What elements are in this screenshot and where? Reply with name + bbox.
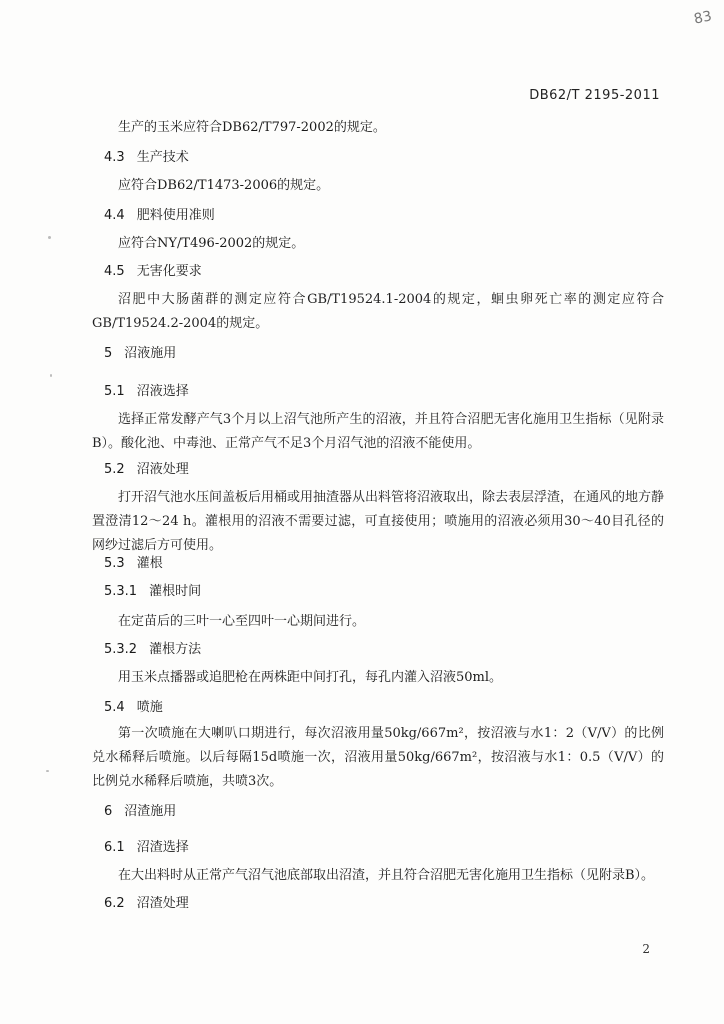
section-title: 肥料使用准则 <box>136 208 215 223</box>
body-line: 用玉米点播器或追肥枪在两株距中间打孔，每孔内灌入沼液50ml。 <box>118 670 503 685</box>
scan-speck <box>46 770 49 772</box>
body-line: 在大出料时从正常产气沼气池底部取出沼渣，并且符合沼肥无害化施用卫生指标（见附录B）。 <box>118 868 655 883</box>
section-number: 5 <box>104 346 113 361</box>
section-number: 5.3 <box>104 556 125 571</box>
section-number: 5.3.2 <box>104 642 138 657</box>
section-number: 4.4 <box>104 208 125 223</box>
page-number: 2 <box>642 942 650 956</box>
section-heading-4-4 <box>104 208 215 224</box>
body-line: 在定苗后的三叶一心至四叶一心期间进行。 <box>118 614 366 629</box>
section-title: 灌根 <box>136 556 163 571</box>
body-line: 应符合NY/T496-2002的规定。 <box>118 236 305 251</box>
paragraph-4-5: 沼肥中大肠菌群的测定应符合GB/T19524.1-2004的规定，蛔虫卵死亡率的测定应符合GB/T19524.2-2004的规定。 <box>92 292 664 331</box>
section-heading-5-2 <box>104 462 189 478</box>
section-number: 6 <box>104 804 113 819</box>
section-title: 沼液处理 <box>136 462 189 477</box>
scan-speck <box>50 374 52 377</box>
body-line: 生产的玉米应符合DB62/T797-2002的规定。 <box>118 120 386 135</box>
section-title: 生产技术 <box>136 150 189 165</box>
section-heading-6-2 <box>104 896 189 912</box>
document-code: DB62/T 2195-2011 <box>529 88 660 103</box>
section-heading-4-3 <box>104 150 189 166</box>
section-title: 无害化要求 <box>136 264 202 279</box>
section-number: 5.3.1 <box>104 584 138 599</box>
section-title: 喷施 <box>136 700 163 715</box>
section-heading-5-3-2 <box>104 642 201 658</box>
section-heading-5-4 <box>104 700 163 716</box>
section-title: 沼液施用 <box>124 346 177 361</box>
section-heading-6 <box>104 804 176 820</box>
section-title: 沼渣施用 <box>124 804 177 819</box>
section-number: 4.3 <box>104 150 125 165</box>
paragraph-5-2: 打开沼气池水压间盖板后用桶或用抽渣器从出料管将沼液取出，除去表层浮渣，在通风的地方静置澄清12～24 h。灌根用的沼液不需要过滤，可直接使用；喷施用的沼液必须用30～40目孔径的网纱过滤后方可使用。 <box>92 490 665 553</box>
section-heading-5-1 <box>104 384 189 400</box>
section-heading-5 <box>104 346 176 362</box>
section-number: 5.2 <box>104 462 125 477</box>
section-title: 灌根方法 <box>149 642 202 657</box>
handwritten-page-mark: 83 <box>692 8 714 28</box>
paragraph-5-1: 选择正常发酵产气3个月以上沼气池所产生的沼液，并且符合沼肥无害化施用卫生指标（见附录B）。酸化池、中毒池、正常产气不足3个月沼气池的沼液不能使用。 <box>92 412 664 451</box>
section-number: 5.1 <box>104 384 125 399</box>
section-heading-5-3 <box>104 556 163 572</box>
scan-speck <box>48 236 51 239</box>
section-title: 沼渣选择 <box>136 840 189 855</box>
section-heading-4-5 <box>104 264 202 280</box>
section-number: 6.1 <box>104 840 125 855</box>
section-title: 沼液选择 <box>136 384 189 399</box>
section-title: 灌根时间 <box>149 584 202 599</box>
section-title: 沼渣处理 <box>136 896 189 911</box>
section-heading-5-3-1 <box>104 584 201 600</box>
section-number: 5.4 <box>104 700 125 715</box>
section-number: 4.5 <box>104 264 125 279</box>
section-heading-6-1 <box>104 840 189 856</box>
paragraph-5-4: 第一次喷施在大喇叭口期进行，每次沼液用量50kg/667m²，按沼液与水1：2（V/V）的比例兑水稀释后喷施。以后每隔15d喷施一次，沼液用量50kg/667m²，按沼液与水1：0.5（V/V）的比例兑水稀释后喷施，共喷3次。 <box>92 726 664 789</box>
body-line: 应符合DB62/T1473-2006的规定。 <box>118 178 330 193</box>
section-number: 6.2 <box>104 896 125 911</box>
